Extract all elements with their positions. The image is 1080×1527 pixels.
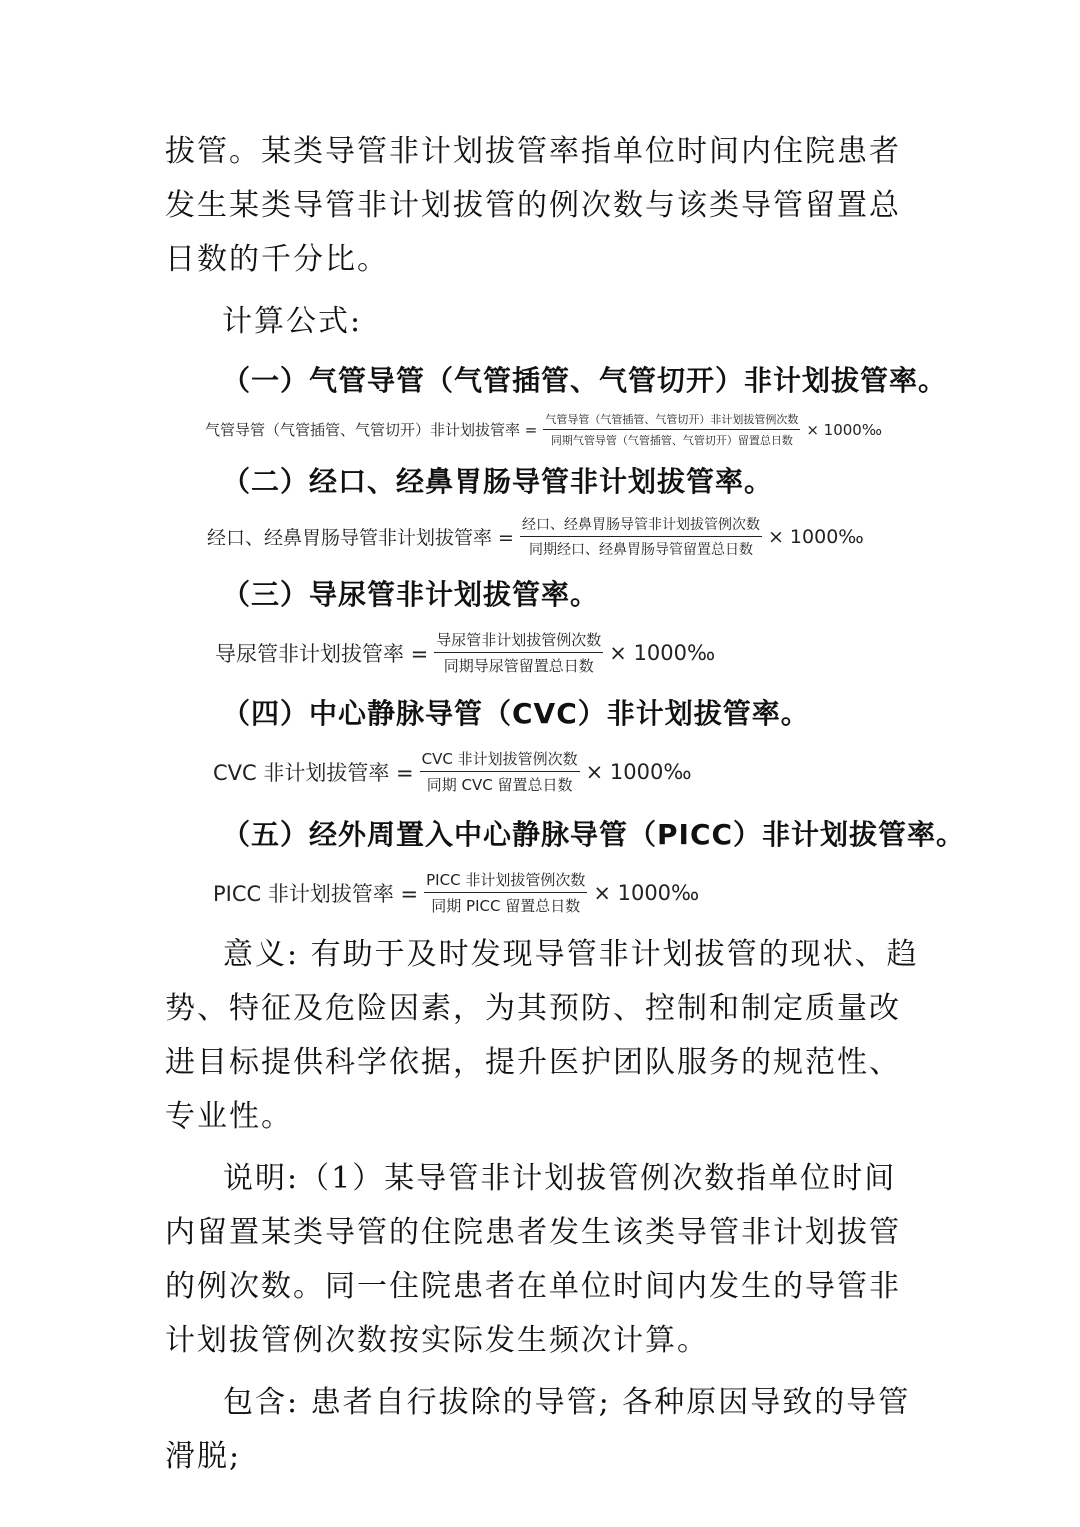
note-paragraph: 说明:（1）某导管非计划拔管例次数指单位时间内留置某类导管的住院患者发生该类导管非计划拔管的例次数。同一住院患者在单位时间内发生的导管非计划拔管例次数按实际发生频次计算。	[165, 1161, 901, 1358]
formula-lhs: CVC 非计划拔管率 =	[213, 760, 414, 785]
formula-multiplier: × 1000‰	[767, 525, 864, 548]
section-heading-1: （一）气管导管（气管插管、气管切开）非计划拔管率。	[222, 364, 948, 397]
formula-multiplier: × 1000‰	[593, 880, 700, 905]
formula-1	[205, 411, 925, 448]
formula-denominator: 同期 PICC 留置总日数	[431, 897, 581, 915]
formula-denominator: 同期气管导管（气管插管、气管切开）留置总日数	[550, 434, 793, 447]
formula-numerator: PICC 非计划拔管例次数	[424, 869, 587, 893]
formula-4	[213, 748, 925, 795]
formula-2	[207, 514, 925, 559]
formula-lhs: PICC 非计划拔管率 =	[213, 881, 419, 906]
formula-label: 计算公式:	[222, 304, 363, 339]
section-heading-5: （五）经外周置入中心静脉导管（PICC）非计划拔管率。	[222, 818, 966, 851]
formula-numerator: CVC 非计划拔管例次数	[420, 748, 580, 772]
formula-lhs: 导尿管非计划拔管率 =	[215, 641, 429, 666]
formula-lhs: 气管导管（气管插管、气管切开）非计划拔管率 =	[205, 421, 538, 439]
meaning-paragraph: 意义: 有助于及时发现导管非计划拔管的现状、趋势、特征及危险因素，为其预防、控制和制定质量改进目标提供科学依据，提升医护团队服务的规范性、专业性。	[165, 937, 919, 1134]
formula-denominator: 同期 CVC 留置总日数	[426, 776, 573, 794]
formula-multiplier: × 1000‰	[585, 759, 692, 784]
formula-multiplier: × 1000‰	[806, 420, 882, 439]
formula-5	[213, 869, 925, 916]
section-heading-4: （四）中心静脉导管（CVC）非计划拔管率。	[222, 697, 810, 730]
formula-numerator: 导尿管非计划拔管例次数	[434, 629, 603, 653]
include-paragraph: 包含: 患者自行拔除的导管; 各种原因导致的导管滑脱;	[165, 1385, 911, 1474]
document-body	[165, 125, 966, 1484]
formula-denominator: 同期导尿管留置总日数	[443, 657, 594, 675]
section-heading-3: （三）导尿管非计划拔管率。	[222, 578, 600, 611]
formula-3	[215, 629, 925, 676]
formula-numerator: 气管导管（气管插管、气管切开）非计划拔管例次数	[543, 411, 800, 430]
formula-multiplier: × 1000‰	[609, 640, 716, 665]
section-heading-2: （二）经口、经鼻胃肠导管非计划拔管率。	[222, 465, 774, 498]
intro-paragraph: 拔管。某类导管非计划拔管率指单位时间内住院患者发生某类导管非计划拔管的例次数与该类导管留置总日数的千分比。	[165, 134, 901, 277]
formula-lhs: 经口、经鼻胃肠导管非计划拔管率 =	[207, 527, 514, 549]
formula-numerator: 经口、经鼻胃肠导管非计划拔管例次数	[520, 514, 762, 537]
formula-denominator: 同期经口、经鼻胃肠导管留置总日数	[528, 542, 753, 558]
